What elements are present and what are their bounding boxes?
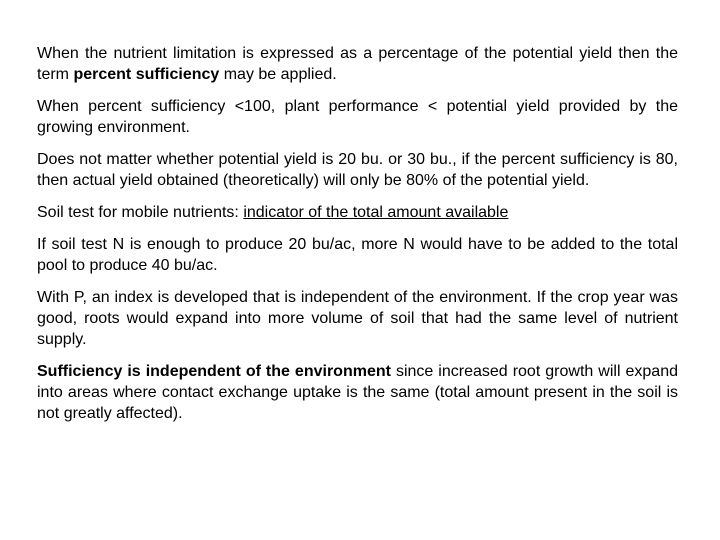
- paragraph-1-ending: may be applied.: [219, 66, 337, 83]
- paragraph-potential-yield-example: Does not matter whether potential yield is 20 bu. or 30 bu., if the percent sufficiency is 80, then actual yield obtained (theoretically) will only be 80% of the potential yield.: [37, 151, 678, 189]
- paragraph-sufficiency-independent: [37, 361, 678, 424]
- sufficiency-independent-statement: Sufficiency is independent of the environment: [37, 363, 391, 380]
- paragraph-soil-test-n: If soil test N is enough to produce 20 bu/ac, more N would have to be added to the total pool to produce 40 bu/ac.: [37, 236, 678, 274]
- paragraph-1-text: When the nutrient limitation is expressed as a percentage of the potential yield then the term: [37, 45, 678, 83]
- paragraph-mobile-nutrients: [37, 202, 678, 223]
- paragraph-percent-sufficiency-definition: [37, 43, 678, 85]
- percent-sufficiency-term: percent sufficiency: [73, 66, 220, 83]
- slide-content: [37, 43, 678, 435]
- sufficiency-independent-explanation: since increased root growth will expand into areas where contact exchange uptake is the same (total amount present in the soil is not greatly affected).: [37, 363, 679, 422]
- mobile-nutrients-label: Soil test for mobile nutrients:: [37, 204, 244, 221]
- paragraph-sufficiency-performance: When percent sufficiency <100, plant performance < potential yield provided by the growing environment.: [37, 98, 678, 136]
- total-amount-indicator: indicator of the total amount available: [243, 204, 509, 221]
- paragraph-phosphorus-index: With P, an index is developed that is independent of the environment. If the crop year was good, roots would expand into more volume of soil that had the same level of nutrient supply.: [37, 289, 678, 348]
